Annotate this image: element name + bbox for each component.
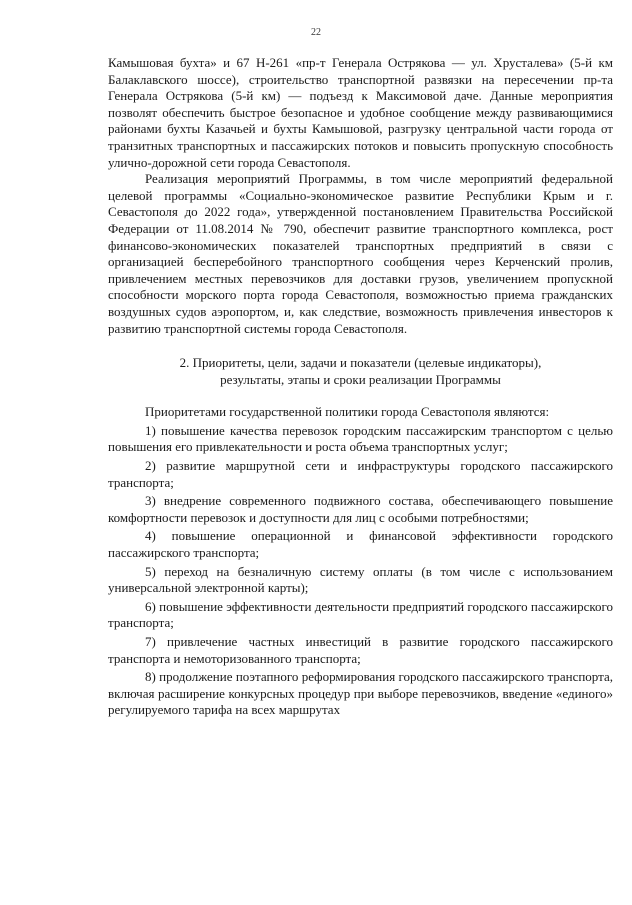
priority-item-2: 2) развитие маршрутной сети и инфраструктуры городского пассажирского транспорта; bbox=[108, 458, 613, 490]
document-body bbox=[108, 55, 613, 719]
priority-item-1: 1) повышение качества перевозок городским пассажирским транспортом с целью повышения его привлекательности и роста объема транспортных услуг; bbox=[108, 422, 613, 455]
priority-item-8: 8) продолжение поэтапного реформирования городского пассажирского транспорта, включая расширение конкурсных процедур при выборе перевозчиков, введение «единого» регулируемого тарифа на всех маршрутах bbox=[108, 669, 613, 718]
paragraph-road-projects: Камышовая бухта» и 67 Н-261 «пр-т Генерала Острякова — ул. Хрусталева» (5-й км Балаклавского шоссе), строительство транспортной развязки на пересечении пр-та Генерала Острякова (5-й км) — подъезд к Максимовой даче. Данные мероприятия позволят обеспечить быстрое безопасное и удобное сообщение между развивающимися районами бухты Казачьей и бухты Камышовой, разгрузку центральной части города от транзитных транспортных и пассажирских потоков и повысить пропускную способность улично-дорожной сети города Севастополя. bbox=[108, 55, 613, 170]
priorities-intro: Приоритетами государственной политики города Севастополя являются: bbox=[145, 404, 550, 420]
priority-item-7: 7) привлечение частных инвестиций в развитие городского пассажирского транспорта и немоторизованного транспорта; bbox=[108, 634, 613, 666]
section-heading bbox=[108, 355, 613, 388]
page-number: 22 bbox=[311, 27, 321, 38]
section-heading-line-1: 2. Приоритеты, цели, задачи и показатели (целевые индикаторы), bbox=[179, 355, 542, 371]
priority-item-4: 4) повышение операционной и финансовой эффективности городского пассажирского транспорта; bbox=[108, 528, 613, 561]
paragraph-program-implementation: Реализация мероприятий Программы, в том числе мероприятий федеральной целевой программы «Социально-экономическое развитие Республики Крым и г. Севастополя до 2022 года», утвержденной постановлением Правительства Российской Федерации от 11.08.2014 № 790, обеспечит развитие транспортного комплекса, рост финансово-экономических показателей транспортных предприятий в связи с организацией бесперебойного транспортного сообщения через Керченский пролив, привлечением местных перевозчиков для доставки грузов, увеличением пропускной способности морского порта города Севастополя, возможностью приема гражданских воздушных судов аэропортом, и, как следствие, возможность привлечения инвесторов к развитию транспортной системы города Севастополя. bbox=[108, 171, 613, 336]
section-heading-line-2: результаты, этапы и сроки реализации Программы bbox=[220, 371, 501, 387]
priority-item-6: 6) повышение эффективности деятельности предприятий городского пассажирского транспорта; bbox=[108, 598, 613, 631]
priority-item-5: 5) переход на безналичную систему оплаты (в том числе с использованием универсальной электронной карты); bbox=[108, 563, 613, 596]
priority-item-3: 3) внедрение современного подвижного состава, обеспечивающего повышение комфортности перевозок и доступности для лиц с особыми потребностями; bbox=[108, 493, 613, 525]
